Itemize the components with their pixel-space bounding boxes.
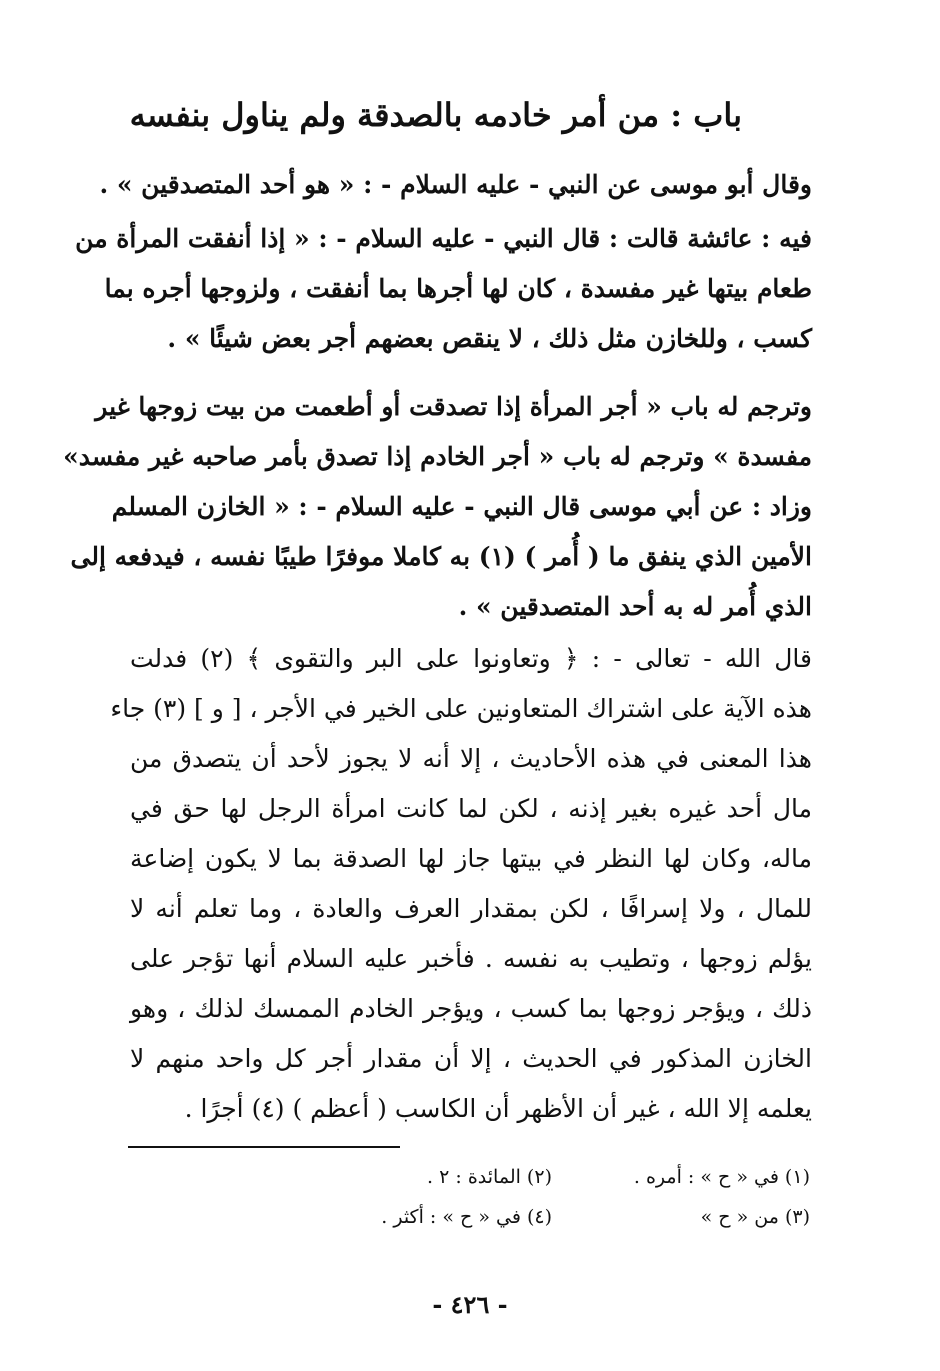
tarjama-paragraph — [63, 382, 812, 632]
text-line: يعلمه إلا الله ، غير أن الأظهر أن الكاسب ( أعظم ) (٤) أجرًا . — [184, 1094, 812, 1123]
footnote-3: (٣) من « ح » — [700, 1206, 810, 1228]
hadith-paragraph — [75, 214, 812, 364]
text-line: هذه الآية على اشتراك المتعاونين على الخير في الأجر ، [ و ] (٣) جاء — [110, 694, 812, 723]
text-line: للمال ، ولا إسرافًا ، لكن بمقدار العرف والعادة ، وما تعلم أنه لا — [130, 894, 812, 923]
footnote-separator — [128, 1146, 400, 1148]
text-line: يؤلم زوجها ، وتطيب به نفسه . فأخبر عليه السلام أنها تؤجر على — [130, 944, 812, 973]
text-line: وزاد : عن أبي موسى قال النبي - عليه السلام - : « الخازن المسلم — [111, 492, 812, 521]
text-line: قال الله - تعالى - : ﴿ وتعاونوا على البر والتقوى ﴾ (٢) فدلت — [130, 644, 812, 673]
text-line: طعام بيتها غير مفسدة ، كان لها أجرها بما أنفقت ، ولزوجها أجره بما — [104, 274, 812, 303]
footnote-4: (٤) في « ح » : أكثر . — [381, 1206, 552, 1228]
text-line: الأمين الذي ينفق ما ( أُمر ) (١) به كاملا موفرًا طيبًا نفسه ، فيدفعه إلى — [70, 542, 812, 571]
text-line: فيه : عائشة قالت : قال النبي - عليه السلام - : « إذا أنفقت المرأة من — [75, 224, 812, 253]
footnote-2: (٢) المائدة : ٢ . — [427, 1166, 552, 1188]
text-line: هذا المعنى في هذه الأحاديث ، إلا أنه لا يجوز لأحد أن يتصدق من — [130, 744, 812, 773]
text-line: الخازن المذكور في الحديث ، إلا أن مقدار أجر كل واحد منهم لا — [130, 1044, 812, 1073]
page-number: - ٤٢٦ - — [432, 1290, 508, 1319]
chapter-title: باب : من أمر خادمه بالصدقة ولم يناول بنفسه — [129, 96, 742, 134]
text-line: ذلك ، ويؤجر زوجها بما كسب ، ويؤجر الخادم الممسك لذلك ، وهو — [130, 994, 812, 1023]
footnote-1: (١) في « ح » : أمره . — [633, 1166, 810, 1188]
text-line: مفسدة » وترجم له باب « أجر الخادم إذا تصدق بأمر صاحبه غير مفسد» — [63, 442, 812, 471]
commentary-paragraph — [110, 634, 812, 1134]
intro-paragraph — [99, 160, 812, 210]
text-line: كسب ، وللخازن مثل ذلك ، لا ينقص بعضهم أجر بعض شيئًا » . — [167, 324, 812, 353]
text-line: مال أحد غيره بغير إذنه ، لكن لما كانت امرأة الرجل لها حق في — [130, 794, 812, 823]
text-line: وترجم له باب « أجر المرأة إذا تصدقت أو أطعمت من بيت زوجها غير — [95, 392, 812, 421]
text-line: ماله، وكان لها النظر في بيتها جاز لها الصدقة بما لا يكون إضاعة — [130, 844, 812, 873]
intro-line: وقال أبو موسى عن النبي - عليه السلام - : « هو أحد المتصدقين » . — [99, 170, 812, 199]
text-line: الذي أُمر له به أحد المتصدقين » . — [458, 592, 812, 621]
